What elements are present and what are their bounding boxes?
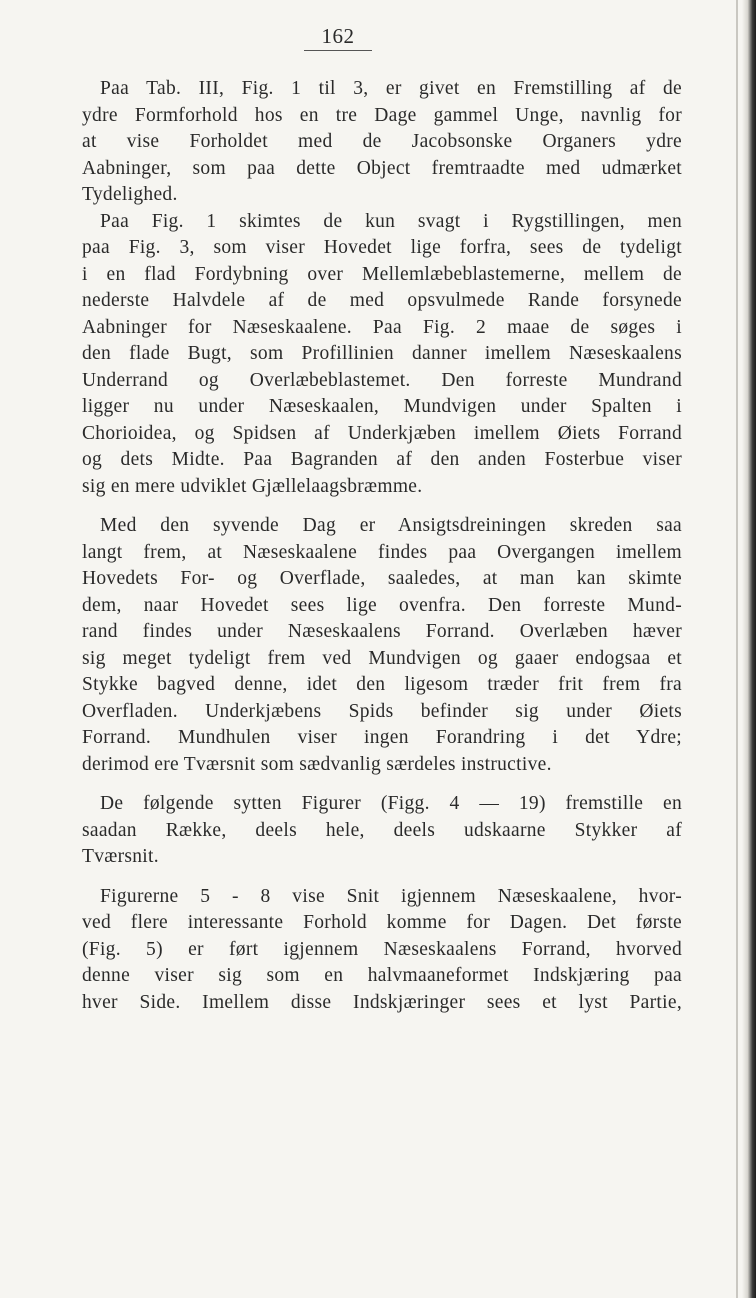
paragraph	[82, 76, 682, 209]
text-line: saadan Række, deels hele, deels udskaarne Stykker af	[82, 819, 682, 841]
text-line: denne viser sig som en halvmaaneformet Indskjæring paa	[82, 965, 682, 986]
text-line: Med den syvende Dag er Ansigtsdreiningen skreden saa	[100, 515, 682, 536]
text-line: hver Side. Imellem disse Indskjæringer sees et lyst Partie,	[82, 991, 682, 1013]
text-line: ydre Formforhold hos en tre Dage gammel Unge, navnlig for	[82, 104, 682, 126]
text-line: (Fig. 5) er ført igjennem Næseskaalens Forrand, hvorved	[82, 938, 682, 960]
text-line: Aabninger, som paa dette Object fremtraadte med udmærket	[82, 157, 682, 179]
paragraph	[82, 209, 682, 501]
paragraph	[82, 884, 682, 1017]
text-line: rand findes under Næseskaalens Forrand. Overlæben hæver	[82, 621, 682, 642]
text-line: Tydelighed.	[82, 184, 178, 205]
body-text	[82, 76, 682, 1016]
text-line: Stykke bagved denne, idet den ligesom træder frit frem fra	[82, 674, 682, 695]
paragraph	[82, 513, 682, 778]
text-line: og dets Midte. Paa Bagranden af den anden Fosterbue viser	[82, 449, 682, 470]
text-line: Chorioidea, og Spidsen af Underkjæben imellem Øiets Forrand	[82, 422, 682, 444]
paragraph-gap	[82, 778, 682, 791]
text-line: at vise Forholdet med de Jacobsonske Organers ydre	[82, 131, 682, 152]
text-line: Paa Tab. III, Fig. 1 til 3, er givet en Fremstilling af de	[100, 78, 682, 99]
text-line: paa Fig. 3, som viser Hovedet lige forfra, sees de tydeligt	[82, 237, 682, 258]
text-line: dem, naar Hovedet sees lige ovenfra. Den forreste Mund-	[82, 594, 682, 616]
text-line: Tværsnit.	[82, 846, 159, 867]
text-line: Aabninger for Næseskaalene. Paa Fig. 2 maae de søges i	[82, 316, 682, 338]
text-line: Figurerne 5 - 8 vise Snit igjennem Næseskaalene, hvor-	[100, 885, 682, 907]
paragraph-gap	[82, 500, 682, 513]
text-line: langt frem, at Næseskaalene findes paa Overgangen imellem	[82, 541, 682, 563]
text-line: Underrand og Overlæbeblastemet. Den forreste Mundrand	[82, 369, 682, 391]
paragraph-gap	[82, 871, 682, 884]
text-line: ved flere interessante Forhold komme for Dagen. Det første	[82, 912, 682, 933]
text-line: Paa Fig. 1 skimtes de kun svagt i Rygstillingen, men	[100, 210, 682, 232]
text-line: Forrand. Mundhulen viser ingen Forandring i det Ydre;	[82, 727, 682, 748]
text-line: i en flad Fordybning over Mellemlæbeblastemerne, mellem de	[82, 263, 682, 285]
text-line: sig en mere udviklet Gjællelaagsbræmme.	[82, 475, 423, 497]
text-line: sig meget tydeligt frem ved Mundvigen og gaaer endogsaa et	[82, 647, 682, 669]
text-line: ligger nu under Næseskaalen, Mundvigen under Spalten i	[82, 396, 682, 417]
text-line: Overfladen. Underkjæbens Spids befinder sig under Øiets	[82, 700, 682, 722]
text-line: den flade Bugt, som Profillinien danner imellem Næseskaalens	[82, 343, 682, 364]
paragraph	[82, 791, 682, 871]
text-line: De følgende sytten Figurer (Figg. 4 — 19) fremstille en	[100, 793, 682, 814]
page-number: 162	[304, 24, 372, 51]
text-line: derimod ere Tværsnit som sædvanlig særdeles instructive.	[82, 753, 552, 775]
book-binding-edge	[742, 0, 756, 1298]
page-edge-line	[736, 0, 738, 1298]
text-line: Hovedets For- og Overflade, saaledes, at man kan skimte	[82, 568, 682, 589]
text-line: nederste Halvdele af de med opsvulmede Rande forsynede	[82, 290, 682, 311]
